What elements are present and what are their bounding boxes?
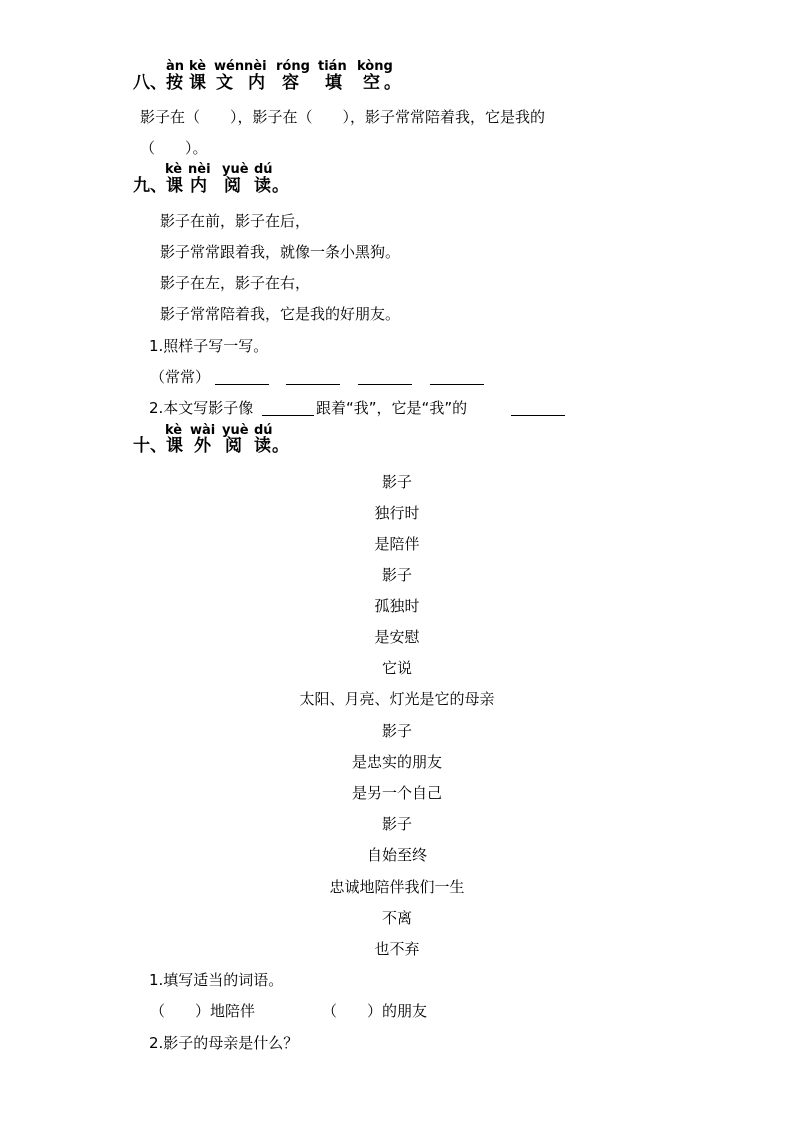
pinyin: kòng <box>357 59 393 74</box>
pinyin: kè <box>165 423 183 438</box>
section-8-line-2: （ ）。 <box>140 139 208 157</box>
poem-line: 也不弃 <box>374 940 420 958</box>
poem-line: 是忠实的朋友 <box>351 753 442 771</box>
heading-char: 容 <box>282 73 299 93</box>
pinyin: kè <box>189 59 207 74</box>
answer-blank[interactable] <box>286 384 340 385</box>
pinyin: dú <box>254 423 273 438</box>
heading-char: 阅 <box>224 176 241 196</box>
section-8-number: 八、 <box>133 73 167 93</box>
pinyin: róng <box>276 59 310 74</box>
heading-char: 空 <box>363 73 380 93</box>
pinyin: wén <box>214 59 245 74</box>
section-10-number: 十、 <box>133 436 167 456</box>
heading-char: 外 <box>194 436 211 456</box>
poem-line: 自始至终 <box>366 846 427 864</box>
section-10-question-2: 2.影子的母亲是什么？ <box>149 1034 299 1052</box>
heading-end: 。 <box>272 176 289 196</box>
poem-line: 影子 <box>381 722 412 740</box>
poem-line: 影子 <box>381 566 412 584</box>
passage-line: 影子常常陪着我，它是我的好朋友。 <box>160 305 401 323</box>
pinyin: yuè <box>222 162 249 177</box>
poem-line: 孤独时 <box>374 597 420 615</box>
poem-line: 不离 <box>381 909 412 927</box>
pinyin: yuè <box>222 423 249 438</box>
heading-char: 课 <box>189 73 206 93</box>
section-10-question-1: 1.填写适当的词语。 <box>149 971 284 989</box>
pinyin: nèi <box>244 59 267 74</box>
section-9-question-2b: 跟着“我”，它是“我”的 <box>316 399 468 417</box>
poem-line: 是陪伴 <box>374 535 420 553</box>
heading-char: 按 <box>166 73 183 93</box>
heading-char: 内 <box>190 176 207 196</box>
answer-blank[interactable] <box>262 415 314 416</box>
heading-char: 文 <box>216 73 233 93</box>
example-word: （常常） <box>150 368 211 386</box>
answer-blank[interactable] <box>215 384 269 385</box>
poem-line: 影子 <box>381 473 412 491</box>
pinyin: tián <box>318 59 347 74</box>
poem-line: 忠诚地陪伴我们一生 <box>329 878 465 896</box>
heading-char: 课 <box>166 176 183 196</box>
heading-end: 。 <box>384 73 401 93</box>
passage-line: 影子在左，影子在右， <box>160 274 311 292</box>
poem-line: 独行时 <box>374 504 420 522</box>
poem-line: 是安慰 <box>374 628 420 646</box>
pinyin: wài <box>190 423 216 438</box>
poem-line: 太阳、月亮、灯光是它的母亲 <box>299 690 495 708</box>
heading-char: 读 <box>254 436 271 456</box>
section-9-question-1: 1.照样子写一写。 <box>149 337 269 355</box>
pinyin: àn <box>166 59 185 74</box>
heading-char: 读 <box>254 176 271 196</box>
answer-blank[interactable] <box>511 415 565 416</box>
fill-blank-a: （ ）地陪伴 <box>150 1002 256 1020</box>
poem-line: 它说 <box>381 659 412 677</box>
answer-blank[interactable] <box>358 384 412 385</box>
passage-line: 影子在前，影子在后， <box>160 212 311 230</box>
section-9-question-2a: 2.本文写影子像 <box>149 399 254 417</box>
heading-char: 内 <box>248 73 265 93</box>
passage-line: 影子常常跟着我，就像一条小黑狗。 <box>160 243 401 261</box>
fill-blank-b: （ ）的朋友 <box>322 1002 428 1020</box>
pinyin: nèi <box>188 162 211 177</box>
section-9-number: 九、 <box>133 176 167 196</box>
heading-char: 填 <box>325 73 342 93</box>
pinyin: kè <box>165 162 183 177</box>
heading-end: 。 <box>272 436 289 456</box>
section-8-line-1: 影子在（ ），影子在（ ），影子常常陪着我，它是我的 <box>140 108 546 126</box>
poem-line: 影子 <box>381 815 412 833</box>
poem-line: 是另一个自己 <box>351 784 442 802</box>
heading-char: 阅 <box>225 436 242 456</box>
answer-blank[interactable] <box>430 384 484 385</box>
heading-char: 课 <box>166 436 183 456</box>
pinyin: dú <box>254 162 273 177</box>
